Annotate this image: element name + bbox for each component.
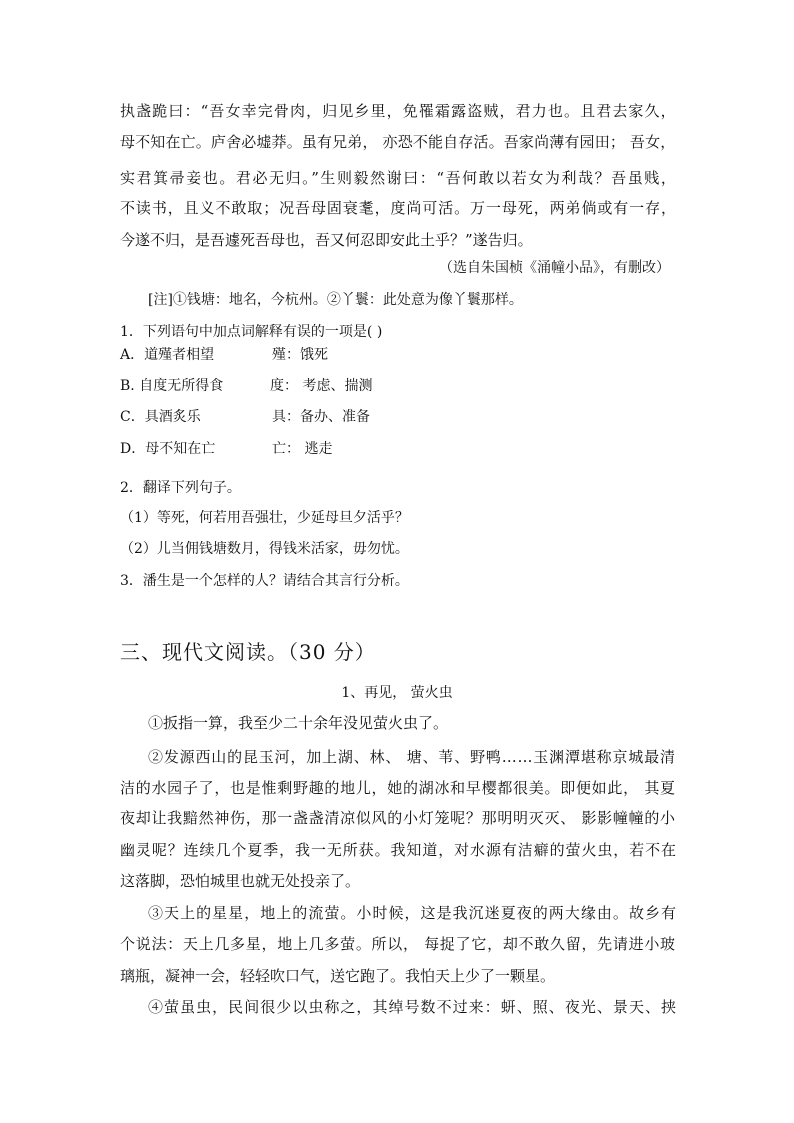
question-2-stem: 2．翻译下列句子。 (120, 480, 241, 496)
passage-note: [注]①钱塘：地名，今杭州。②丫鬟：此处意为像丫鬟那样。 (148, 292, 523, 308)
question-1-option: A．道殣者相望 (120, 347, 215, 363)
article-line-text: 幽灵呢？连续几个夏季，我一无所获。我知道，对水源有洁癖的萤火虫，若不在 (120, 841, 677, 859)
article-line-text: 夜却让我黯然神伤，那一盏盏清凉似风的小灯笼呢？那明明灭灭、 影影幢幢的小 (120, 809, 676, 827)
question-1-option-gloss: 度： 考虑、揣测 (270, 378, 373, 394)
article-title: 1、再见， 萤火虫 (341, 685, 453, 701)
passage-line (120, 132, 676, 152)
passage-line-text: 今遂不归，是吾遽死吾母也，吾又何忍即安此土乎？”遂告归。 (120, 231, 533, 249)
article-line: 璃瓶，凝神一会，轻轻吹口气，送它跑了。我怕天上少了一颗星。 (120, 967, 556, 985)
passage-line-text: 不读书，且义不敢取；况吾母固衰耄，度尚可活。万一母死，两弟倘或有一存， (120, 199, 677, 217)
question-3-stem: 3．潘生是一个怎样的人？请结合其言行分析。 (120, 573, 409, 589)
question-1-option-gloss: 殣：饿死 (272, 347, 328, 363)
article-line-text: ②发源西山的昆玉河，加上湖、林、 塘、苇、野鸭……玉渊潭堪称京城最清 (148, 748, 676, 766)
passage-line-text: 实君箕帚妾也。君必无归。”生则毅然谢曰：“吾何敢以若女为利哉？吾虽贱， (120, 169, 678, 187)
article-line: ①扳指一算，我至少二十余年没见萤火虫了。 (148, 714, 449, 732)
article-line-text: ③天上的星星，地上的流萤。小时候，这是我沉迷夏夜的两大缘由。故乡有 (148, 904, 678, 922)
passage-line-text: 执盏跪曰：“吾女幸完骨肉，归见乡里，免罹霜露盗贼，君力也。且君去家久， (120, 102, 677, 120)
article-line (120, 934, 676, 954)
question-1-option: B. 自度无所得食 (120, 378, 224, 394)
question-1-option-gloss: 具：备办、准备 (272, 409, 370, 425)
article-line (148, 747, 676, 767)
question-1-option: C．具酒炙乐 (120, 409, 201, 425)
article-line: 这落脚，恐怕城里也就无处投亲了。 (120, 872, 361, 890)
article-line-text: 洁的水园子了，也是惟剩野趣的地儿，她的湖冰和早樱都很美。即便如此， 其夏 (120, 779, 676, 797)
article-line (120, 840, 676, 860)
passage-line (120, 101, 676, 121)
question-2-item: （1）等死，何若用吾强壮，少延母旦夕活乎？ (120, 510, 409, 526)
passage-line-text: 母不知在亡。庐舍必墟莽。虽有兄弟， 亦恐不能自存活。吾家尚薄有园田； 吾女， (120, 133, 676, 151)
passage-line (120, 230, 533, 250)
article-line (120, 808, 676, 828)
article-line (120, 778, 676, 798)
article-line (148, 903, 676, 923)
question-2-item: （2）儿当佣钱塘数月，得钱米活家，毋勿忧。 (120, 541, 409, 557)
passage-line (120, 168, 676, 188)
article-line (148, 997, 676, 1017)
question-1-option: D．母不知在亡 (120, 441, 216, 457)
question-1-option-gloss: 亡： 逃走 (272, 441, 333, 457)
article-line-text: 个说法：天上几多星，地上几多萤。所以， 每捉了它，却不敢久留，先请进小玻 (120, 935, 676, 953)
question-1-stem: 1．下列语句中加点词解释有误的一项是( ) (120, 324, 383, 340)
passage-line (120, 198, 676, 218)
article-line-text: ④萤虽虫，民间很少以虫称之，其绰号数不过来：蚈、照、夜光、景天、挟 (148, 998, 678, 1016)
passage-source: （选自朱国桢《涌幢小品》，有删改） (439, 260, 670, 276)
section-heading: 三、现代文阅读。（30 分） (120, 640, 376, 664)
